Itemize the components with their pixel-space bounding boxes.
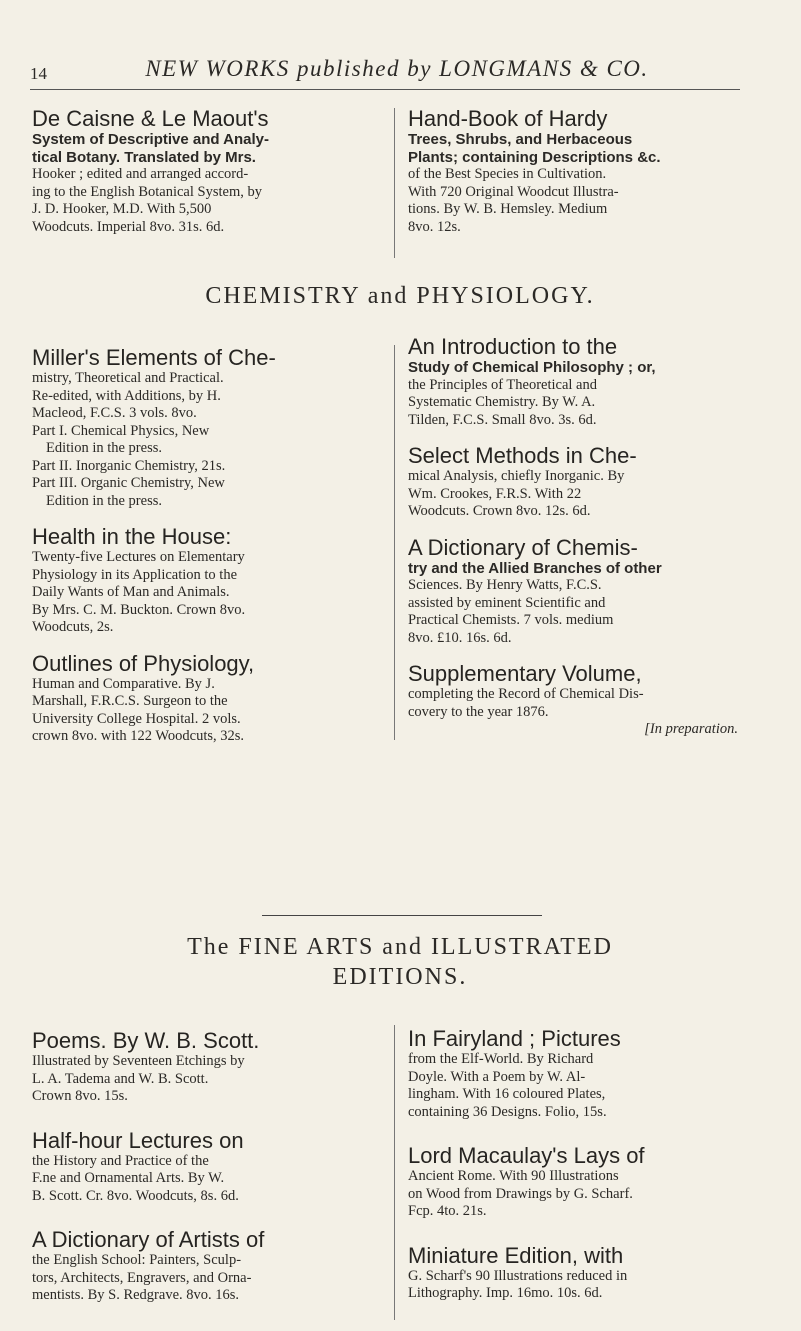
section-heading-line: EDITIONS. bbox=[332, 964, 468, 990]
book-title: A Dictionary of Chemis- bbox=[408, 534, 638, 560]
desc-line: Ancient Rome. With 90 Illustrations bbox=[408, 1168, 619, 1184]
header-rule bbox=[30, 89, 740, 90]
desc-line: Part III. Organic Chemistry, New bbox=[32, 475, 225, 491]
top-right-column bbox=[408, 106, 738, 250]
desc-line: Wm. Crookes, F.R.S. With 22 bbox=[408, 485, 582, 502]
desc-line: Plants; containing Descriptions &c. bbox=[408, 148, 661, 166]
desc-line: mentists. By S. Redgrave. 8vo. 16s. bbox=[32, 1287, 240, 1303]
book-entry bbox=[408, 535, 738, 648]
book-entry bbox=[32, 345, 362, 510]
book-entry bbox=[408, 1243, 738, 1303]
column-divider bbox=[394, 345, 395, 740]
desc-line: Twenty-five Lectures on Elementary bbox=[32, 549, 245, 565]
desc-line: 8vo. £10. 16s. 6d. bbox=[408, 629, 512, 646]
desc-line: Tilden, F.C.S. Small 8vo. 3s. 6d. bbox=[408, 411, 597, 428]
desc-line: assisted by eminent Scientific and bbox=[408, 594, 606, 611]
book-entry bbox=[32, 524, 362, 637]
book-description bbox=[408, 560, 738, 648]
book-title: Miniature Edition, with bbox=[408, 1242, 624, 1268]
desc-line: Practical Chemists. 7 vols. medium bbox=[408, 612, 614, 628]
desc-line: Crown 8vo. 15s. bbox=[32, 1088, 128, 1104]
desc-line: Illustrated by Seventeen Etchings by bbox=[32, 1053, 245, 1069]
desc-line: lingham. With 16 coloured Plates, bbox=[408, 1086, 606, 1102]
desc-line: Woodcuts. Imperial 8vo. 31s. 6d. bbox=[32, 218, 225, 235]
desc-line: Sciences. By Henry Watts, F.C.S. bbox=[408, 577, 602, 593]
section-heading: CHEMISTRY and PHYSIOLOGY. bbox=[205, 283, 595, 309]
desc-line: Part II. Inorganic Chemistry, 21s. bbox=[32, 457, 226, 474]
desc-line: By Mrs. C. M. Buckton. Crown 8vo. bbox=[32, 601, 246, 618]
book-description bbox=[32, 549, 362, 637]
book-description bbox=[32, 131, 362, 236]
column-divider bbox=[394, 108, 395, 258]
book-description bbox=[408, 1051, 738, 1121]
desc-line: Edition in the press. bbox=[46, 492, 162, 509]
desc-line: University College Hospital. 2 vols. bbox=[32, 710, 241, 727]
book-description bbox=[32, 1053, 362, 1106]
book-title: Hand-Book of Hardy bbox=[408, 106, 608, 131]
book-title: Poems. By W. B. Scott. bbox=[32, 1028, 260, 1053]
desc-line: With 720 Original Woodcut Illustra- bbox=[408, 183, 619, 200]
book-description bbox=[408, 131, 738, 236]
section-heading bbox=[30, 932, 770, 992]
desc-line: containing 36 Designs. Folio, 15s. bbox=[408, 1103, 607, 1120]
desc-line: covery to the year 1876. bbox=[408, 703, 549, 720]
desc-line: L. A. Tadema and W. B. Scott. bbox=[32, 1070, 209, 1087]
desc-line: Re-edited, with Additions, by H. bbox=[32, 387, 221, 404]
book-entry bbox=[408, 661, 738, 739]
desc-line: Part I. Chemical Physics, New bbox=[32, 422, 210, 439]
desc-line: Trees, Shrubs, and Herbaceous bbox=[408, 131, 633, 148]
desc-line: the English School: Painters, Sculp- bbox=[32, 1252, 242, 1268]
desc-line: Macleod, F.C.S. 3 vols. 8vo. bbox=[32, 405, 197, 421]
desc-line: of the Best Species in Cultivation. bbox=[408, 166, 607, 182]
page-number: 14 bbox=[30, 64, 47, 83]
section1-right-column bbox=[408, 334, 738, 753]
section2-right-column bbox=[408, 1026, 738, 1317]
book-title: Select Methods in Che- bbox=[408, 443, 637, 468]
book-title: In Fairyland ; Pictures bbox=[408, 1026, 621, 1051]
book-entry bbox=[408, 1143, 738, 1221]
desc-line: Woodcuts, 2s. bbox=[32, 619, 114, 635]
book-title: De Caisne & Le Maout's bbox=[32, 106, 269, 131]
book-entry bbox=[32, 1028, 362, 1106]
book-description bbox=[32, 1153, 362, 1206]
desc-line: Systematic Chemistry. By W. A. bbox=[408, 394, 596, 410]
book-title: Health in the House: bbox=[32, 524, 232, 549]
desc-line: G. Scharf's 90 Illustrations reduced in bbox=[408, 1267, 628, 1284]
desc-line: System of Descriptive and Analy- bbox=[32, 131, 270, 148]
book-entry bbox=[408, 106, 738, 236]
running-head: NEW WORKS published by LONGMANS & CO. bbox=[145, 56, 649, 81]
section-heading-line: The FINE ARTS and ILLUSTRATED bbox=[187, 934, 613, 960]
section1-left-column bbox=[32, 345, 362, 760]
desc-line: F.ne and Ornamental Arts. By W. bbox=[32, 1170, 225, 1186]
top-left-column bbox=[32, 106, 362, 250]
desc-line: 8vo. 12s. bbox=[408, 218, 461, 235]
book-entry bbox=[408, 443, 738, 521]
book-description bbox=[408, 468, 738, 521]
desc-line: Physiology in its Application to the bbox=[32, 566, 238, 583]
desc-line: mical Analysis, chiefly Inorganic. By bbox=[408, 468, 625, 484]
desc-line: tions. By W. B. Hemsley. Medium bbox=[408, 201, 608, 217]
book-entry bbox=[32, 1128, 362, 1206]
desc-line: ing to the English Botanical System, by bbox=[32, 183, 262, 200]
book-description bbox=[32, 370, 362, 510]
desc-line: Woodcuts. Crown 8vo. 12s. 6d. bbox=[408, 503, 591, 519]
desc-line: completing the Record of Chemical Dis- bbox=[408, 686, 644, 702]
desc-line: crown 8vo. with 122 Woodcuts, 32s. bbox=[32, 728, 245, 744]
book-title: Half-hour Lectures on bbox=[32, 1127, 244, 1153]
preparation-note: [In preparation. bbox=[644, 721, 738, 737]
desc-line: Lithography. Imp. 16mo. 10s. 6d. bbox=[408, 1285, 603, 1301]
desc-line: from the Elf-World. By Richard bbox=[408, 1051, 594, 1067]
desc-line: try and the Allied Branches of other bbox=[408, 559, 662, 577]
desc-line: tical Botany. Translated by Mrs. bbox=[32, 148, 256, 166]
book-title: Outlines of Physiology, bbox=[32, 650, 255, 676]
desc-line: tors, Architects, Engravers, and Orna- bbox=[32, 1269, 252, 1286]
book-title: An Introduction to the bbox=[408, 334, 618, 359]
book-description bbox=[408, 686, 738, 739]
book-description bbox=[32, 676, 362, 746]
book-entry bbox=[408, 334, 738, 429]
desc-line: Study of Chemical Philosophy ; or, bbox=[408, 359, 656, 376]
book-title: A Dictionary of Artists of bbox=[32, 1227, 265, 1252]
desc-line: Hooker ; edited and arranged accord- bbox=[32, 166, 249, 182]
section-separator bbox=[262, 915, 542, 916]
desc-line: J. D. Hooker, M.D. With 5,500 bbox=[32, 201, 212, 217]
book-description bbox=[408, 1268, 738, 1303]
desc-line: B. Scott. Cr. 8vo. Woodcuts, 8s. 6d. bbox=[32, 1187, 239, 1204]
book-entry bbox=[32, 651, 362, 746]
desc-line: Fcp. 4to. 21s. bbox=[408, 1203, 487, 1219]
desc-line: mistry, Theoretical and Practical. bbox=[32, 370, 224, 386]
desc-line: the Principles of Theoretical and bbox=[408, 376, 597, 393]
book-title: Miller's Elements of Che- bbox=[32, 345, 276, 370]
column-divider bbox=[394, 1025, 395, 1320]
book-entry bbox=[408, 1026, 738, 1121]
desc-line: Human and Comparative. By J. bbox=[32, 675, 215, 692]
book-title: Lord Macaulay's Lays of bbox=[408, 1143, 645, 1168]
book-entry bbox=[32, 106, 362, 236]
desc-line: Doyle. With a Poem by W. Al- bbox=[408, 1068, 586, 1085]
section2-left-column bbox=[32, 1028, 362, 1319]
desc-line: the History and Practice of the bbox=[32, 1152, 209, 1169]
book-entry bbox=[32, 1227, 362, 1305]
book-description bbox=[408, 1168, 738, 1221]
book-description bbox=[32, 1252, 362, 1305]
book-description bbox=[408, 359, 738, 429]
book-title: Supplementary Volume, bbox=[408, 661, 642, 686]
desc-line: Marshall, F.R.C.S. Surgeon to the bbox=[32, 693, 228, 709]
desc-line: on Wood from Drawings by G. Scharf. bbox=[408, 1185, 633, 1202]
desc-line: Daily Wants of Man and Animals. bbox=[32, 584, 230, 600]
desc-line: Edition in the press. bbox=[46, 440, 162, 456]
